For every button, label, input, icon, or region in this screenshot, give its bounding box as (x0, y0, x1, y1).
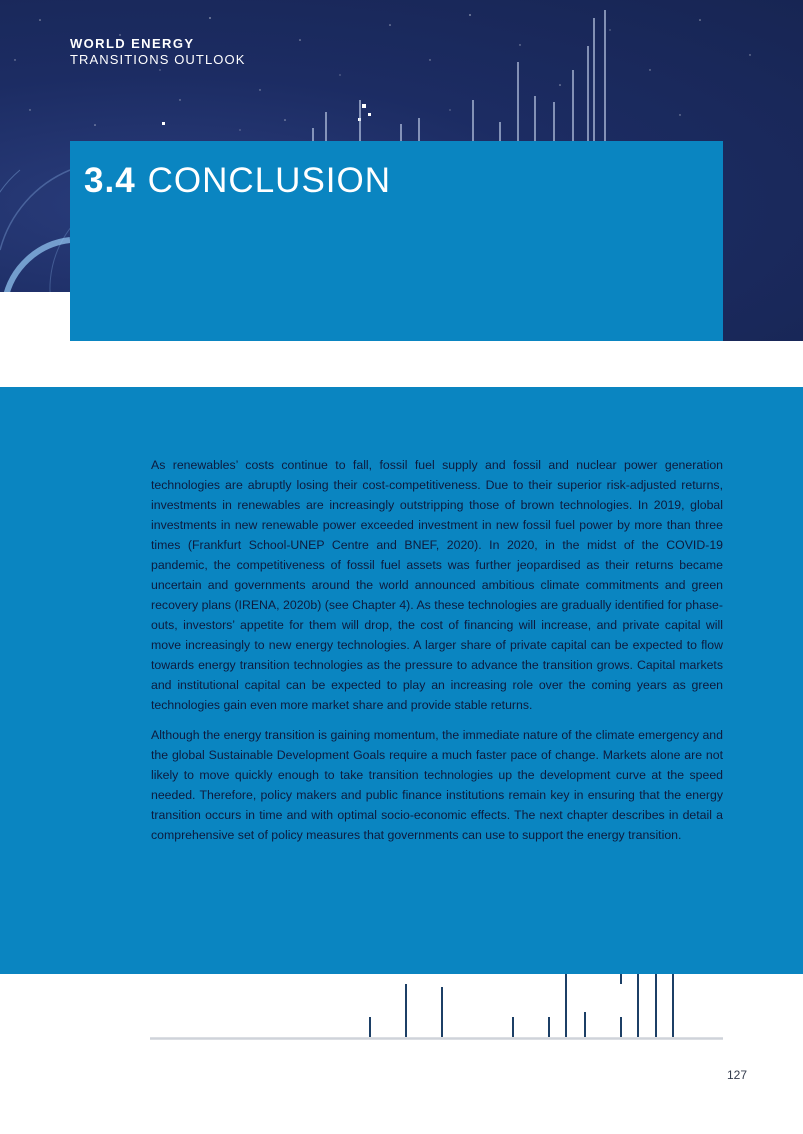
publication-header (70, 36, 245, 68)
publication-title-line1: WORLD ENERGY (70, 36, 195, 51)
section-number: 3.4 (84, 161, 136, 200)
decorative-bars (150, 974, 730, 1044)
paragraph-2: Although the energy transition is gaining momentum, the immediate nature of the climate emergency and the global Sustainable Development Goals require a much faster pace of change. Markets alone are not likely to move quickly enough to take transition technologies up the development curve at the speed needed. Therefore, policy makers and public finance institutions remain key in ensuring that the energy transition occurs in time and with optimal socio-economic effects. The next chapter describes in detail a comprehensive set of policy measures that governments can use to support the energy transition. (151, 728, 723, 842)
page-number: 127 (726, 1068, 747, 1082)
section-title (84, 161, 391, 201)
body-text (151, 455, 723, 855)
paragraph-1: As renewables’ costs continue to fall, fossil fuel supply and fossil and nuclear power generation technologies are abruptly losing their cost-competitiveness. Due to their superior risk-adjusted returns, investments in renewables are increasingly outstripping those of brown technologies. In 2019, global investments in new renewable power exceeded investment in new fossil fuel power by more than three times (Frankfurt School-UNEP Centre and BNEF, 2020). In 2020, in the midst of the COVID-19 pandemic, the competitiveness of fossil fuel assets was further jeopardised as their returns became uncertain and governments around the world announced ambitious climate commitments and green recovery plans (IRENA, 2020b) (see Chapter 4). As these technologies are gradually identified for phase-outs, investors’ appetite for them will drop, the cost of financing will increase, and private capital will move increasingly to new energy technologies. A larger share of private capital can be expected to flow towards energy transition technologies as the pressure to advance the transition grows. Capital markets and institutional capital can be expected to play an increasing role over the coming years as green technologies gain even more market share and provide stable returns. (151, 458, 723, 712)
publication-title-line2: TRANSITIONS OUTLOOK (70, 52, 246, 67)
section-title-text: CONCLUSION (147, 161, 392, 200)
section-title-box (70, 141, 723, 341)
body-panel (0, 387, 803, 974)
